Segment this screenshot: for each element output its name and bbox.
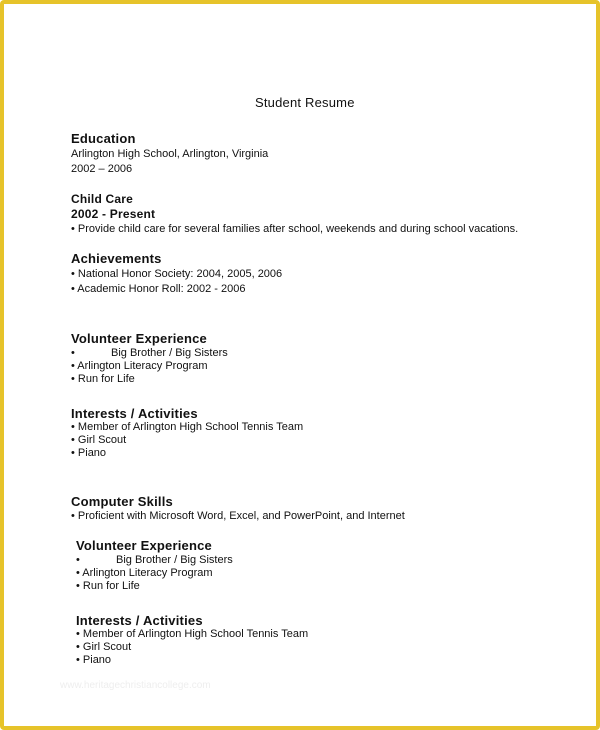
volunteer-heading: Volunteer Experience <box>76 538 212 553</box>
achievements-heading: Achievements <box>71 251 162 266</box>
interest-item: • Member of Arlington High School Tennis Team <box>76 628 309 640</box>
education-heading: Education <box>71 131 136 146</box>
interest-item: • Girl Scout <box>71 434 127 446</box>
volunteer-item: Big Brother / Big Sisters <box>111 347 228 359</box>
interest-item: • Member of Arlington High School Tennis Team <box>71 421 304 433</box>
volunteer-bullet: • <box>76 554 80 566</box>
interest-item: • Girl Scout <box>76 641 132 653</box>
education-years: 2002 – 2006 <box>71 163 133 175</box>
computer-skills-item: • Proficient with Microsoft Word, Excel, and PowerPoint, and Internet <box>71 510 405 522</box>
volunteer-item: • Run for Life <box>76 580 140 592</box>
interests-heading: Interests / Activities <box>76 613 203 628</box>
watermark: www.heritagechristiancollege.com <box>60 680 211 691</box>
document-title: Student Resume <box>255 95 355 110</box>
computer-skills-heading: Computer Skills <box>71 494 173 509</box>
interest-item: • Piano <box>76 654 112 666</box>
volunteer-heading: Volunteer Experience <box>71 331 207 346</box>
education-school: Arlington High School, Arlington, Virginia <box>71 148 269 160</box>
interest-item: • Piano <box>71 447 107 459</box>
child-care-item: • Provide child care for several families after school, weekends and during school vacations. <box>71 223 519 235</box>
interests-heading: Interests / Activities <box>71 406 198 421</box>
volunteer-item: • Arlington Literacy Program <box>76 567 213 579</box>
achievement-item: • National Honor Society: 2004, 2005, 2006 <box>71 268 283 280</box>
volunteer-bullet: • <box>71 347 75 359</box>
volunteer-item: Big Brother / Big Sisters <box>116 554 233 566</box>
volunteer-item: • Run for Life <box>71 373 135 385</box>
child-care-heading: Child Care <box>71 192 134 206</box>
achievement-item: • Academic Honor Roll: 2002 - 2006 <box>71 283 246 295</box>
volunteer-item: • Arlington Literacy Program <box>71 360 208 372</box>
child-care-period: 2002 - Present <box>71 207 156 221</box>
